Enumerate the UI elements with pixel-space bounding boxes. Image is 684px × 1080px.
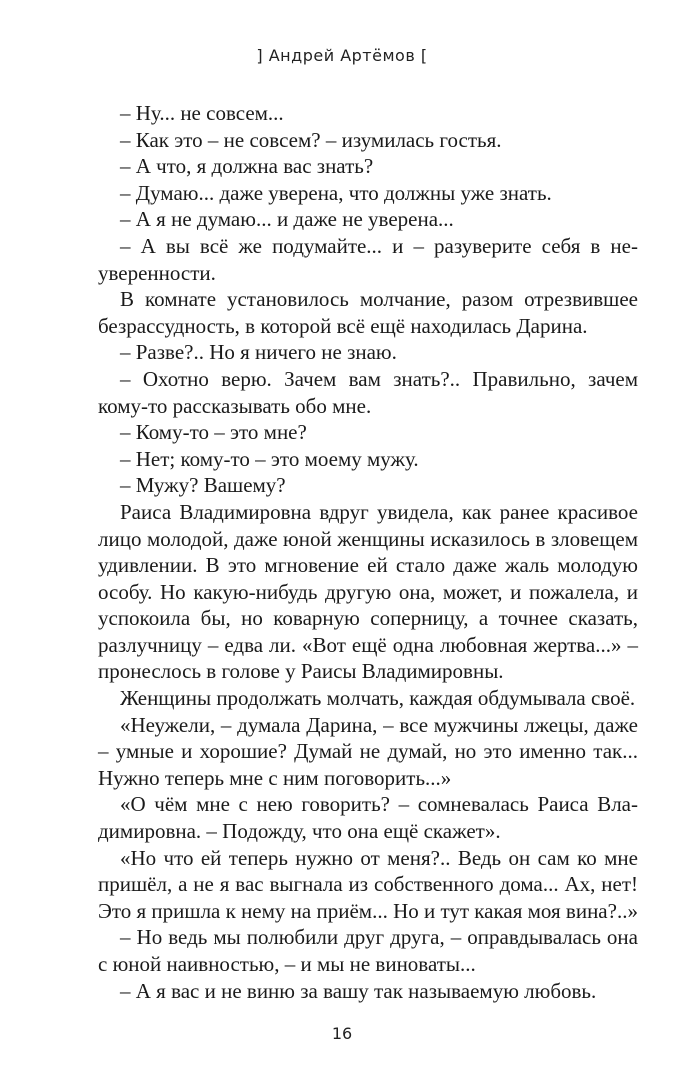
paragraph: – А вы всё же подумайте... и – разуверите себя в неуверенности.	[98, 233, 638, 285]
running-header: ] Андрей Артёмов [	[256, 46, 428, 65]
paragraph: «Но что ей теперь нужно от меня?.. Ведь он сам ко мне пришёл, а не я вас выгнала из собственного дома... Ах, нет! Это я пришла к нему на приём... Но и тут какая моя вина?..»	[98, 845, 638, 923]
paragraph: – Как это – не совсем? – изумилась гостья.	[120, 127, 502, 152]
paragraph: – Кому-то – это мне?	[120, 420, 307, 445]
paragraph: Женщины продолжать молчать, каждая обдумывала своё.	[120, 686, 636, 711]
paragraph: – А что, я должна вас знать?	[120, 154, 374, 179]
page-number: 16	[331, 1024, 353, 1043]
paragraph: – Но ведь мы полюбили друг друга, – оправдывалась она с юной наивностью, – и мы не виноваты...	[98, 925, 638, 976]
body-text	[98, 100, 638, 1004]
paragraph: В комнате установилось молчание, разом отрезвившее безрассудность, в которой всё ещё находилась Дарина.	[98, 287, 638, 338]
paragraph: Раиса Владимировна вдруг увидела, как ранее красивое лицо молодой, даже юной женщины исказилось в зловещем удивлении. В это мгновение ей стало даже жаль молодую особу. Но какую-нибудь другую она, может, и пожалела, и успокоила бы, но коварную соперницу, а точнее сказать, разлучницу – едва ли. «Вот ещё одна любовная жертва...» – пронеслось в голове у Раисы Владимировны.	[98, 499, 638, 684]
paragraph: «О чём мне с нею говорить? – сомневалась Раиса Владимировна. – Подожду, что она ещё скажет».	[98, 792, 638, 844]
paragraph: «Неужели, – думала Дарина, – все мужчины лжецы, даже – умные и хорошие? Думай не думай, но это именно так... Нужно теперь мне с ним поговорить...»	[98, 712, 638, 790]
paragraph: – Охотно верю. Зачем вам знать?.. Правильно, зачем кому-то рассказывать обо мне.	[98, 366, 638, 418]
paragraph: – Разве?.. Но я ничего не знаю.	[120, 340, 397, 365]
paragraph: – А я вас и не виню за вашу так называемую любовь.	[120, 978, 597, 1003]
paragraph: – Думаю... даже уверена, что должны уже знать.	[120, 180, 552, 205]
paragraph: – Нет; кому-то – это моему мужу.	[120, 446, 419, 471]
paragraph: – А я не думаю... и даже не уверена...	[120, 207, 454, 232]
paragraph: – Мужу? Вашему?	[120, 473, 286, 498]
paragraph: – Ну... не совсем...	[120, 101, 284, 125]
